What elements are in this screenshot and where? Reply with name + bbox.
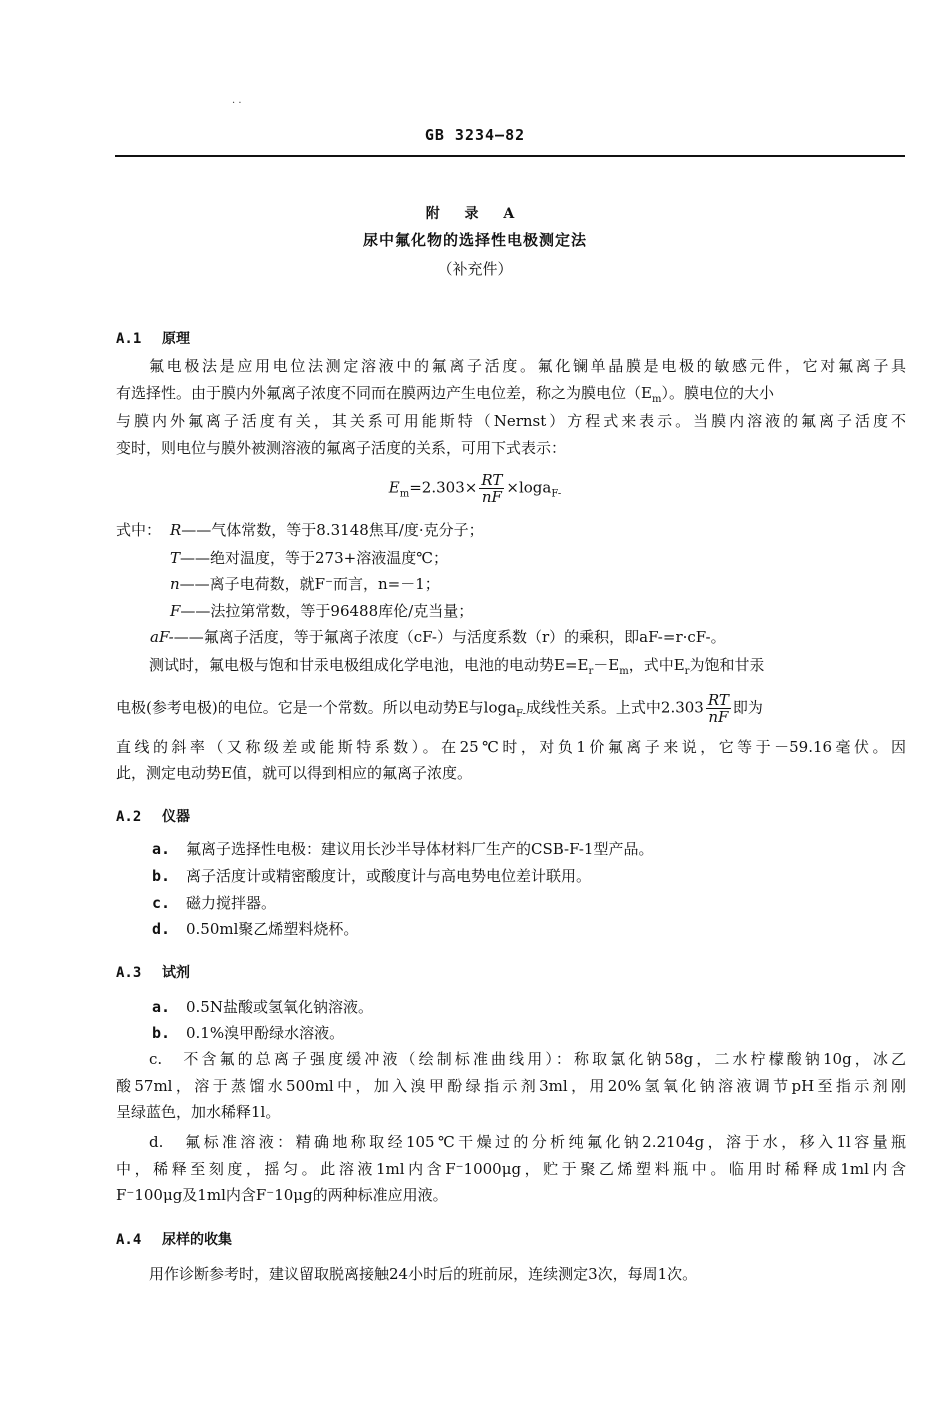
- a3-item-c-line2: 酸57ml，溶于蒸馏水500ml中，加入溴甲酚绿指示剂3ml，用20%氢氧化钠溶液调节pH至指示剂刚: [116, 1077, 906, 1095]
- a1-para1-line4: 变时，则电位与膜外被测溶液的氟离子活度的关系，可用下式表示：: [116, 439, 567, 457]
- definition-f: F——法拉第常数，等于96488库伦/克当量；: [170, 602, 474, 620]
- slope-fraction: $\frac{RT}{nF}$: [707, 691, 729, 726]
- scan-speck: · ·: [232, 98, 242, 109]
- a3-item-d-line2: 中，稀释至刻度，摇匀。此溶液1ml内含F⁻1000μg，贮于聚乙烯塑料瓶中。临用时稀释成1ml内含: [116, 1160, 906, 1178]
- a3-item-d-line3: F⁻100μg及1ml内含F⁻10μg的两种标准应用液。: [116, 1186, 448, 1204]
- section-number: A.4: [116, 1232, 142, 1248]
- rt-over-nf-fraction: $\frac{RT}{nF}$: [481, 471, 503, 506]
- a2-item-c: c. 磁力搅拌器。: [152, 894, 277, 912]
- definition-n: n——离子电荷数，就F⁻而言，n=－1；: [170, 575, 440, 593]
- section-number: A.1: [116, 331, 142, 347]
- a1-para2-line2: 电极(参考电极)的电位。它是一个常数。所以电动势E与loga$_{F-}$成线性关系。上式中2.303 $\frac{RT}{nF}$ 即为: [116, 691, 763, 726]
- a1-para1-line1: 氟电极法是应用电位法测定溶液中的氟离子活度。氟化镧单晶膜是电极的敏感元件，它对氟离子具: [149, 357, 906, 375]
- a1-para1-line3: 与膜内外氟离子活度有关，其关系可用能斯特（Nernst）方程式来表示。当膜内溶液的氟离子活度不: [116, 412, 906, 430]
- section-a4-heading: [116, 1229, 232, 1249]
- a4-text: 用作诊断参考时，建议留取脱离接触24小时后的班前尿，连续测定3次，每周1次。: [149, 1265, 698, 1283]
- a3-item-b: b. 0.1%溴甲酚绿水溶液。: [152, 1024, 345, 1042]
- section-title: 原理: [162, 331, 190, 347]
- a1-para1-line2: 有选择性。由于膜内外氟离子浓度不同而在膜两边产生电位差，称之为膜电位$(E_m)$。膜电位的大小: [116, 384, 774, 405]
- definition-t: T——绝对温度，等于273+溶液温度℃；: [170, 549, 448, 567]
- section-title: 仪器: [162, 809, 190, 825]
- a1-para2-line4: 此，测定电动势E值，就可以得到相应的氟离子浓度。: [116, 764, 472, 782]
- header-rule: [115, 155, 905, 157]
- a2-item-a: a. 氟离子选择性电极：建议用长沙半导体材料厂生产的CSB-F-1型产品。: [152, 840, 654, 858]
- a2-item-d: d. 0.50ml聚乙烯塑料烧杯。: [152, 920, 359, 938]
- section-title: 尿样的收集: [162, 1232, 232, 1248]
- definition-r: R——气体常数，等于8.3148焦耳/度·克分子；: [170, 521, 484, 539]
- section-a2-heading: [116, 806, 190, 826]
- section-number: A.3: [116, 965, 142, 981]
- definition-af: aF-——氟离子活度，等于氟离子浓度（cF-）与活度系数（r）的乘积，即aF-=r·cF-。: [150, 628, 726, 646]
- section-number: A.2: [116, 809, 142, 825]
- section-title: 试剂: [162, 965, 190, 981]
- section-a3-heading: [116, 962, 190, 982]
- section-a1-heading: [116, 328, 190, 348]
- document-title: 尿中氟化物的选择性电极测定法: [362, 231, 587, 249]
- a3-item-d-line1: d. 氟标准溶液：精确地称取经105℃干燥过的分析纯氟化钠2.2104g，溶于水，移入1l容量瓶: [149, 1133, 906, 1151]
- a3-item-a: a. 0.5N盐酸或氢氧化钠溶液。: [152, 998, 373, 1016]
- definitions-prefix: 式中：: [116, 521, 162, 539]
- a1-para2-line1: 测试时，氟电极与饱和甘汞电极组成化学电池，电池的电动势$E=E_r-E_m$，式中$E_r$为饱和甘汞: [149, 656, 765, 677]
- appendix-label: 附 录 A: [425, 206, 525, 222]
- document-subtitle: （补充件）: [437, 260, 513, 278]
- a2-item-b: b. 离子活度计或精密酸度计，或酸度计与高电势电位差计联用。: [152, 867, 592, 885]
- a1-para2-line3: 直线的斜率（又称级差或能斯特系数）。在25℃时，对负1价氟离子来说，它等于－59.16毫伏。因: [116, 738, 906, 756]
- nernst-equation: $E_m=2.303\times$ $\frac{RT}{nF}$ ×loga$_{F-}$: [388, 471, 562, 506]
- a3-item-c-line1: c. 不含氟的总离子强度缓冲液（绘制标准曲线用）：称取氯化钠58g，二水柠檬酸钠10g，冰乙: [149, 1050, 906, 1068]
- a3-item-c-line3: 呈绿蓝色，加水稀释1l。: [116, 1103, 281, 1121]
- standard-number-header: GB 3234—82: [424, 126, 526, 144]
